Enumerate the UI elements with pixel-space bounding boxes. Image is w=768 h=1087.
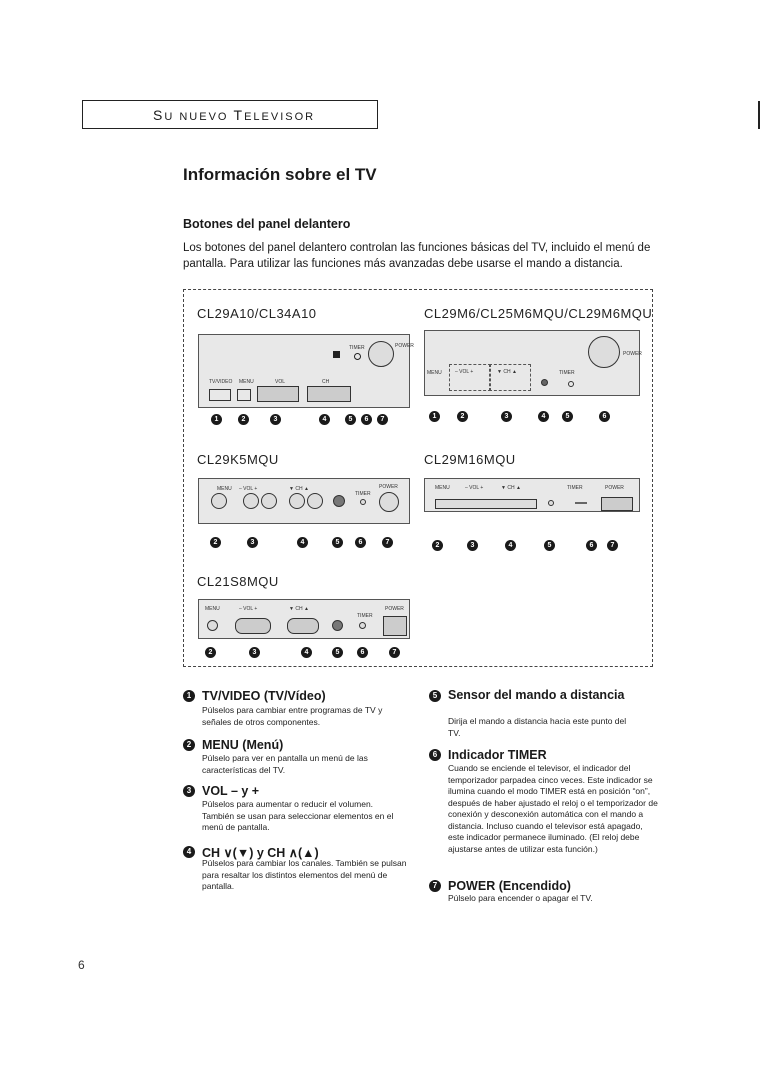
power-button-2[interactable] [588, 336, 620, 368]
model-label-5: CL21S8MQU [197, 574, 279, 589]
ch-buttons-5[interactable] [287, 618, 319, 634]
vol-label-1: VOL [275, 379, 286, 385]
callout-r2b-3: 3 [467, 540, 478, 551]
section-header [82, 100, 378, 129]
panel-3 [198, 478, 410, 524]
section-cap-2: T [233, 107, 245, 123]
ch-buttons-1[interactable] [307, 386, 351, 402]
model-label-1: CL29A10/CL34A10 [197, 306, 317, 321]
ch-label-1: CH [322, 379, 330, 385]
callout-r2b-4: 4 [505, 540, 516, 551]
tvvideo-label-1: TV/VIDEO [209, 379, 233, 385]
desc-title: POWER (Encendido) [448, 879, 571, 893]
timer-led-3 [360, 499, 366, 505]
desc-bullet: 3 [183, 785, 195, 797]
callout-7: 7 [377, 414, 388, 425]
vol-plus-3[interactable] [261, 493, 277, 509]
page-number: 6 [78, 958, 85, 972]
callout-4: 4 [319, 414, 330, 425]
timer-label-4: TIMER [567, 485, 583, 491]
callout-r3-4: 4 [301, 647, 312, 658]
section-subtitle: Botones del panel delantero [183, 217, 351, 231]
model-label-4: CL29M16MQU [424, 452, 516, 467]
menu-label-4: MENU [435, 485, 450, 491]
callout-r2b-7: 7 [607, 540, 618, 551]
sensor-2 [541, 379, 548, 386]
callout-2b: 2 [457, 411, 468, 422]
desc-bullet: 4 [183, 846, 195, 858]
callout-r3-2: 2 [205, 647, 216, 658]
sensor-1 [333, 351, 340, 358]
menu-button-1[interactable] [237, 389, 251, 401]
vol-label-2: – VOL + [455, 369, 474, 375]
desc-text: Púlselos para aumentar o reducir el volumen. También se usan para seleccionar elementos en el menú de pantalla. [202, 799, 394, 832]
ch-label-4: ▼ CH ▲ [501, 485, 521, 491]
power-label-4: POWER [605, 485, 624, 491]
vol-label-3: – VOL + [239, 486, 258, 492]
sensor-4 [548, 500, 554, 506]
model-label-3: CL29K5MQU [197, 452, 279, 467]
callout-3: 3 [270, 414, 281, 425]
timer-label-1: TIMER [349, 345, 365, 351]
desc-text: Púlselo para encender o apagar el TV. [448, 893, 593, 903]
model-label-2: CL29M6/CL25M6MQU/CL29M6MQU [424, 306, 653, 321]
timer-label-2: TIMER [559, 370, 575, 376]
desc-text: Púlselos para cambiar entre programas de TV y señales de otros componentes. [202, 705, 383, 727]
vol-label-4: – VOL + [465, 485, 484, 491]
ch-group-2 [489, 364, 531, 391]
timer-label-3: TIMER [355, 491, 371, 497]
power-button-3[interactable] [379, 492, 399, 512]
desc-title: Indicador TIMER [448, 748, 547, 762]
callout-r2b-2: 2 [432, 540, 443, 551]
intro-paragraph: Los botones del panel delantero controlan las funciones básicas del TV, incluido el menú de pantalla. Para utilizar las funciones más avanzadas debe usarse el mando a distancia. [183, 242, 651, 270]
timer-led-4 [575, 502, 587, 504]
callout-6: 6 [361, 414, 372, 425]
power-button-5[interactable] [383, 616, 407, 636]
menu-button-5[interactable] [207, 620, 218, 631]
callout-r2-2: 2 [210, 537, 221, 548]
section-cap-1: S [153, 107, 165, 123]
callout-6b: 6 [599, 411, 610, 422]
callout-3b: 3 [501, 411, 512, 422]
menu-label-5: MENU [205, 606, 220, 612]
desc-bullet: 2 [183, 739, 195, 751]
margin-rule [758, 101, 760, 129]
desc-title: TV/VIDEO (TV/Vídeo) [202, 689, 326, 703]
callout-r2-3: 3 [247, 537, 258, 548]
ch-up-3[interactable] [307, 493, 323, 509]
desc-title: MENU (Menú) [202, 738, 284, 752]
callout-r3-3: 3 [249, 647, 260, 658]
desc-text: Dirija el mando a distancia hacia este punto del TV. [448, 716, 627, 738]
callout-r2-5: 5 [332, 537, 343, 548]
desc-title: VOL – y + [202, 784, 260, 798]
panel-2 [424, 330, 640, 396]
callout-r2b-6: 6 [586, 540, 597, 551]
timer-label-5: TIMER [357, 613, 373, 619]
power-label-3: POWER [379, 484, 398, 490]
callout-5b: 5 [562, 411, 573, 422]
callout-r2-6: 6 [355, 537, 366, 548]
callout-2: 2 [238, 414, 249, 425]
ch-label-3: ▼ CH ▲ [289, 486, 309, 492]
callout-1b: 1 [429, 411, 440, 422]
timer-led-1 [354, 353, 361, 360]
callout-1: 1 [211, 414, 222, 425]
callout-r2-7: 7 [382, 537, 393, 548]
callout-r3-7: 7 [389, 647, 400, 658]
callout-5: 5 [345, 414, 356, 425]
panel-1 [198, 334, 414, 408]
ch-label-2: ▼ CH ▲ [497, 369, 517, 375]
section-rest-2: ELEVISOR [244, 111, 316, 123]
buttons-bar-4[interactable] [435, 499, 537, 509]
panel-4 [424, 478, 640, 512]
timer-led-5 [359, 622, 366, 629]
vol-buttons-5[interactable] [235, 618, 271, 634]
desc-bullet: 7 [429, 880, 441, 892]
power-label-1: POWER [395, 343, 414, 349]
tvvideo-button-1[interactable] [209, 389, 231, 401]
callout-r3-6: 6 [357, 647, 368, 658]
menu-label-3: MENU [217, 486, 232, 492]
callout-r3-5: 5 [332, 647, 343, 658]
menu-label-2: MENU [427, 370, 442, 376]
panel-5 [198, 599, 410, 639]
desc-bullet: 1 [183, 690, 195, 702]
vol-minus-3[interactable] [243, 493, 259, 509]
power-label-2: POWER [623, 351, 642, 357]
page-title: Información sobre el TV [183, 165, 377, 184]
menu-label-1: MENU [239, 379, 254, 385]
sensor-3 [333, 495, 345, 507]
callout-4b: 4 [538, 411, 549, 422]
power-button-1[interactable] [368, 341, 394, 367]
desc-title: CH ∨(▼) y CH ∧(▲) [202, 846, 319, 860]
timer-led-2 [568, 381, 574, 387]
ch-label-5: ▼ CH ▲ [289, 606, 309, 612]
desc-bullet: 5 [429, 690, 441, 702]
desc-text: Cuando se enciende el televisor, el indicador del temporizador parpadea cinco veces. Este indicador se ilumina cuando el modo TIMER está en posición “on”, después de haber ajustado el reloj o el temporizador de conexión y desconexión automática con el mando a distancia. Incluso cuando el televisor está apagado, este indicador permanece iluminado. (El reloj debe ajustarse antes de utilizar esta función.) [448, 763, 658, 854]
sensor-5 [332, 620, 343, 631]
section-rest-1: U NUEVO [164, 111, 234, 123]
callout-r2-4: 4 [297, 537, 308, 548]
vol-label-5: – VOL + [239, 606, 258, 612]
power-button-4[interactable] [601, 497, 633, 511]
desc-bullet: 6 [429, 749, 441, 761]
ch-down-3[interactable] [289, 493, 305, 509]
menu-button-3[interactable] [211, 493, 227, 509]
vol-buttons-1[interactable] [257, 386, 299, 402]
vol-group-2 [449, 364, 491, 391]
desc-text: Púlselos para cambiar los canales. También se pulsan para resaltar los distintos elementos del menú de pantalla. [202, 858, 407, 891]
callout-r2b-5: 5 [544, 540, 555, 551]
desc-title: Sensor del mando a distancia [448, 688, 625, 702]
power-label-5: POWER [385, 606, 404, 612]
desc-text: Púlselo para ver en pantalla un menú de las características del TV. [202, 753, 368, 775]
